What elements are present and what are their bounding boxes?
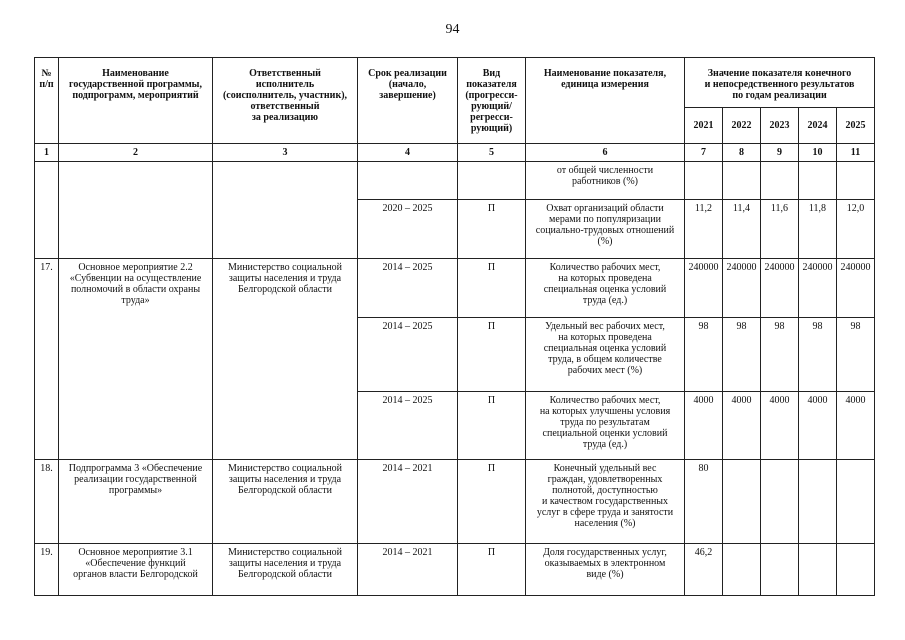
row-term: 2020 – 2025 — [358, 200, 458, 259]
row-value — [799, 162, 837, 200]
row-value: 98 — [685, 318, 723, 392]
row-term: 2014 – 2025 — [358, 392, 458, 460]
row-value: 4000 — [723, 392, 761, 460]
row-term — [358, 162, 458, 200]
row-num: 17. — [35, 259, 59, 460]
column-number: 10 — [799, 144, 837, 162]
row-value — [761, 544, 799, 596]
row-value — [799, 460, 837, 544]
page-number: 94 — [445, 22, 460, 37]
row-indicator: Количество рабочих мест, на которых проведена специальная оценка условий труда (ед.) — [526, 259, 685, 318]
column-number: 6 — [526, 144, 685, 162]
row-value: 11,8 — [799, 200, 837, 259]
row-term: 2014 – 2025 — [358, 259, 458, 318]
row-value — [761, 460, 799, 544]
header-num: № п/п — [35, 58, 59, 144]
row-value: 240000 — [837, 259, 875, 318]
row-value: 98 — [799, 318, 837, 392]
row-value: 240000 — [685, 259, 723, 318]
column-number: 11 — [837, 144, 875, 162]
column-number: 2 — [59, 144, 213, 162]
row-type: П — [458, 544, 526, 596]
column-number: 3 — [213, 144, 358, 162]
row-program: Основное мероприятие 3.1 «Обеспечение функций органов власти Белгородской — [59, 544, 213, 596]
row-value: 4000 — [799, 392, 837, 460]
row-term: 2014 – 2021 — [358, 544, 458, 596]
row-type: П — [458, 259, 526, 318]
row-num — [35, 162, 59, 259]
table-row — [35, 460, 875, 544]
row-value — [761, 162, 799, 200]
column-number: 9 — [761, 144, 799, 162]
row-type — [458, 162, 526, 200]
row-value: 240000 — [723, 259, 761, 318]
row-program: Основное мероприятие 2.2 «Субвенции на осуществление полномочий в области охраны труда» — [59, 259, 213, 460]
row-type: П — [458, 460, 526, 544]
row-value: 240000 — [799, 259, 837, 318]
row-value — [723, 544, 761, 596]
column-number: 4 — [358, 144, 458, 162]
row-value: 240000 — [761, 259, 799, 318]
row-responsible: Министерство социальной защиты населения и труда Белгородской области — [213, 460, 358, 544]
header-values-group: Значение показателя конечного и непосредственного результатов по годам реализации — [685, 58, 875, 108]
column-number: 8 — [723, 144, 761, 162]
row-indicator: Удельный вес рабочих мест, на которых проведена специальная оценка условий труда, в общем количестве рабочих мест (%) — [526, 318, 685, 392]
header-indicator: Наименование показателя, единица измерения — [526, 58, 685, 144]
row-indicator: от общей численности работников (%) — [526, 162, 685, 200]
row-value: 98 — [837, 318, 875, 392]
header-year: 2025 — [837, 108, 875, 144]
table-row — [35, 162, 875, 200]
row-term: 2014 – 2025 — [358, 318, 458, 392]
row-value: 11,4 — [723, 200, 761, 259]
row-value: 4000 — [761, 392, 799, 460]
column-number: 5 — [458, 144, 526, 162]
row-value: 98 — [723, 318, 761, 392]
row-value — [723, 162, 761, 200]
column-number: 7 — [685, 144, 723, 162]
row-type: П — [458, 200, 526, 259]
header-term: Срок реализации (начало, завершение) — [358, 58, 458, 144]
header-year: 2022 — [723, 108, 761, 144]
row-value: 98 — [761, 318, 799, 392]
row-indicator: Охват организаций области мерами по популяризации социально-трудовых отношений (%) — [526, 200, 685, 259]
row-value — [837, 162, 875, 200]
column-number: 1 — [35, 144, 59, 162]
row-program — [59, 162, 213, 259]
row-num: 19. — [35, 544, 59, 596]
row-indicator: Количество рабочих мест, на которых улучшены условия труда по результатам специальной оценки условий труда (ед.) — [526, 392, 685, 460]
row-num: 18. — [35, 460, 59, 544]
row-value — [837, 544, 875, 596]
row-value: 12,0 — [837, 200, 875, 259]
row-responsible — [213, 162, 358, 259]
row-indicator: Доля государственных услуг, оказываемых в электронном виде (%) — [526, 544, 685, 596]
row-value: 11,6 — [761, 200, 799, 259]
row-value: 80 — [685, 460, 723, 544]
row-responsible: Министерство социальной защиты населения и труда Белгородской области — [213, 544, 358, 596]
table-row — [35, 544, 875, 596]
row-value — [799, 544, 837, 596]
row-value — [837, 460, 875, 544]
header-year: 2023 — [761, 108, 799, 144]
row-value: 46,2 — [685, 544, 723, 596]
row-value: 11,2 — [685, 200, 723, 259]
header-type: Вид показателя (прогресси- рующий/ регресси- рующий) — [458, 58, 526, 144]
row-value — [685, 162, 723, 200]
table-row — [35, 259, 875, 318]
header-year: 2024 — [799, 108, 837, 144]
row-type: П — [458, 318, 526, 392]
row-program: Подпрограмма 3 «Обеспечение реализации государственной программы» — [59, 460, 213, 544]
header-responsible: Ответственный исполнитель (соисполнитель, участник), ответственный за реализацию — [213, 58, 358, 144]
header-program: Наименование государственной программы, подпрограмм, мероприятий — [59, 58, 213, 144]
row-value: 4000 — [685, 392, 723, 460]
row-value — [723, 460, 761, 544]
row-indicator: Конечный удельный вес граждан, удовлетворенных полнотой, доступностью и качеством государственных услуг в сфере труда и занятости населения (%) — [526, 460, 685, 544]
row-type: П — [458, 392, 526, 460]
row-responsible: Министерство социальной защиты населения и труда Белгородской области — [213, 259, 358, 460]
row-value: 4000 — [837, 392, 875, 460]
row-term: 2014 – 2021 — [358, 460, 458, 544]
indicators-table — [34, 57, 875, 596]
header-year: 2021 — [685, 108, 723, 144]
